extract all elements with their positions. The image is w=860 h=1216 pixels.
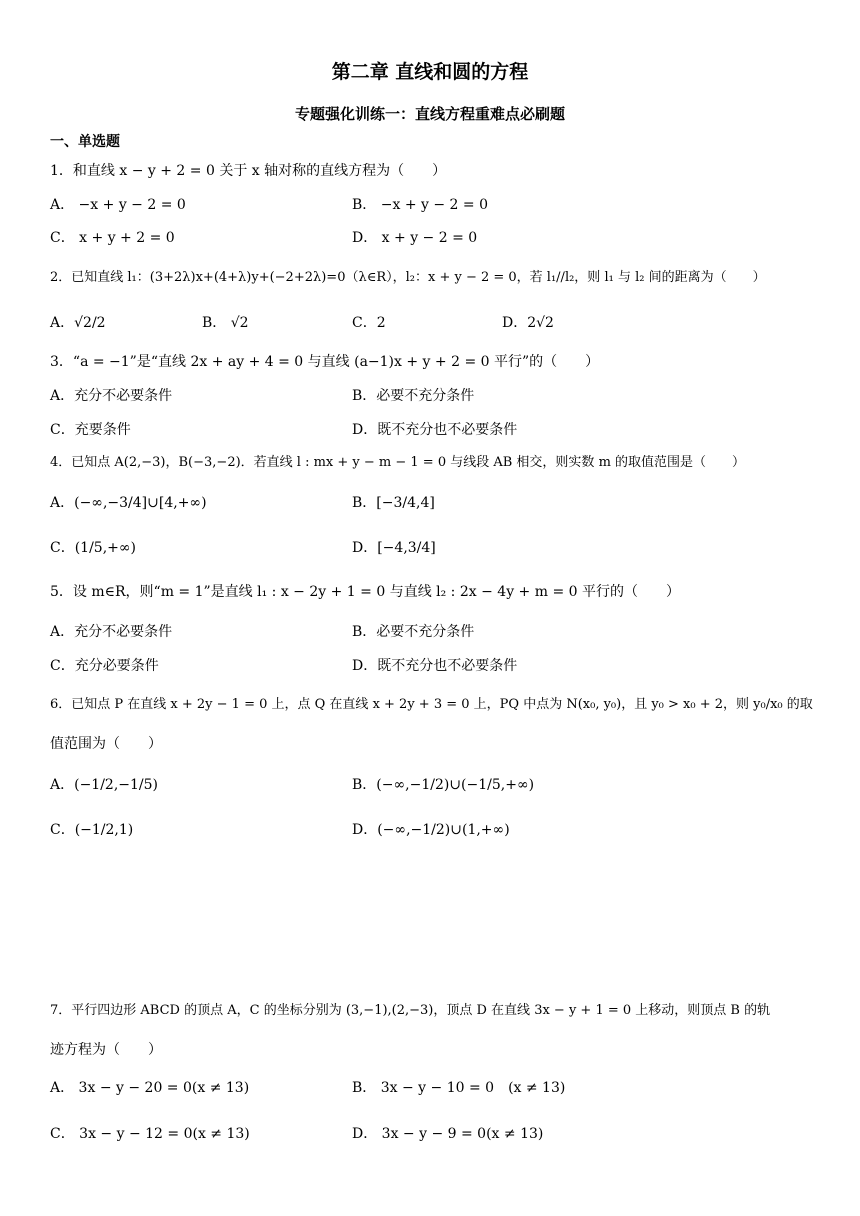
question-2-stem: 2．已知直线 l₁：(3+2λ)x+(4+λ)y+(−2+2λ)=0（λ∈R），l₂：x + y − 2 = 0，若 l₁//l₂，则 l₁ 与 l₂ 间的距离为（ ） (50, 270, 766, 285)
question-6-option-a[interactable]: A．(−1/2,−1/5) (50, 777, 159, 793)
question-2-option-b[interactable]: B． √2 (202, 315, 249, 331)
question-5-option-b[interactable]: B．必要不充分条件 (352, 624, 475, 640)
question-6-option-b[interactable]: B．(−∞,−1/2)∪(−1/5,+∞) (352, 777, 535, 793)
question-2-option-d[interactable]: D．2√2 (502, 315, 554, 331)
question-6-option-d[interactable]: D．(−∞,−1/2)∪(1,+∞) (352, 822, 510, 838)
question-7-option-a[interactable]: A． 3x − y − 20 = 0(x ≠ 13) (50, 1080, 250, 1096)
question-4-option-c[interactable]: C．(1/5,+∞) (50, 540, 137, 556)
question-1-option-d[interactable]: D． x + y − 2 = 0 (352, 230, 478, 246)
question-1-option-c[interactable]: C． x + y + 2 = 0 (50, 230, 175, 246)
question-4-stem: 4．已知点 A(2,−3)，B(−3,−2)．若直线 l : mx + y − m − 1 = 0 与线段 AB 相交，则实数 m 的取值范围是（ ） (50, 455, 746, 470)
question-4-option-b[interactable]: B．[−3/4,4] (352, 495, 435, 511)
question-7-stem-continued: 迹方程为（ ） (50, 1042, 162, 1058)
question-6-stem: 6．已知点 P 在直线 x + 2y − 1 = 0 上，点 Q 在直线 x + 2y + 3 = 0 上，PQ 中点为 N(x₀, y₀)，且 y₀ > x₀ + 2，则 y₀/x₀ 的取 (50, 697, 813, 712)
question-4-option-d[interactable]: D．[−4,3/4] (352, 540, 436, 556)
question-3-option-d[interactable]: D．既不充分也不必要条件 (352, 422, 518, 438)
question-7-option-b[interactable]: B． 3x − y − 10 = 0 (x ≠ 13) (352, 1080, 566, 1096)
question-3-option-b[interactable]: B．必要不充分条件 (352, 388, 475, 404)
question-5-option-c[interactable]: C．充分必要条件 (50, 658, 159, 674)
question-5-stem: 5．设 m∈R，则“m = 1”是直线 l₁ : x − 2y + 1 = 0 与直线 l₂ : 2x − 4y + m = 0 平行的（ ） (50, 584, 680, 600)
question-1-option-a[interactable]: A． −x + y − 2 = 0 (50, 197, 186, 213)
question-6-option-c[interactable]: C．(−1/2,1) (50, 822, 134, 838)
question-7-stem: 7．平行四边形 ABCD 的顶点 A，C 的坐标分别为 (3,−1),(2,−3)，顶点 D 在直线 3x − y + 1 = 0 上移动，则顶点 B 的轨 (50, 1003, 771, 1018)
question-7-option-c[interactable]: C． 3x − y − 12 = 0(x ≠ 13) (50, 1126, 250, 1142)
question-4-option-a[interactable]: A．(−∞,−3/4]∪[4,+∞) (50, 495, 207, 511)
question-5-option-a[interactable]: A．充分不必要条件 (50, 624, 173, 640)
question-5-option-d[interactable]: D．既不充分也不必要条件 (352, 658, 518, 674)
question-2-option-c[interactable]: C．2 (352, 315, 386, 331)
section-heading: 一、单选题 (50, 134, 120, 150)
question-7-option-d[interactable]: D． 3x − y − 9 = 0(x ≠ 13) (352, 1126, 544, 1142)
question-2-option-a[interactable]: A．√2/2 (50, 315, 106, 331)
question-1-option-b[interactable]: B． −x + y − 2 = 0 (352, 197, 488, 213)
question-6-stem-continued: 值范围为（ ） (50, 736, 162, 752)
question-3-option-c[interactable]: C．充要条件 (50, 422, 131, 438)
question-3-stem: 3．“a = −1”是“直线 2x + ay + 4 = 0 与直线 (a−1)x + y + 2 = 0 平行”的（ ） (50, 354, 600, 370)
question-3-option-a[interactable]: A．充分不必要条件 (50, 388, 173, 404)
page-title: 第二章 直线和圆的方程 (331, 61, 529, 83)
page-subtitle: 专题强化训练一：直线方程重难点必刷题 (294, 105, 565, 123)
question-1-stem: 1．和直线 x − y + 2 = 0 关于 x 轴对称的直线方程为（ ） (50, 163, 447, 179)
